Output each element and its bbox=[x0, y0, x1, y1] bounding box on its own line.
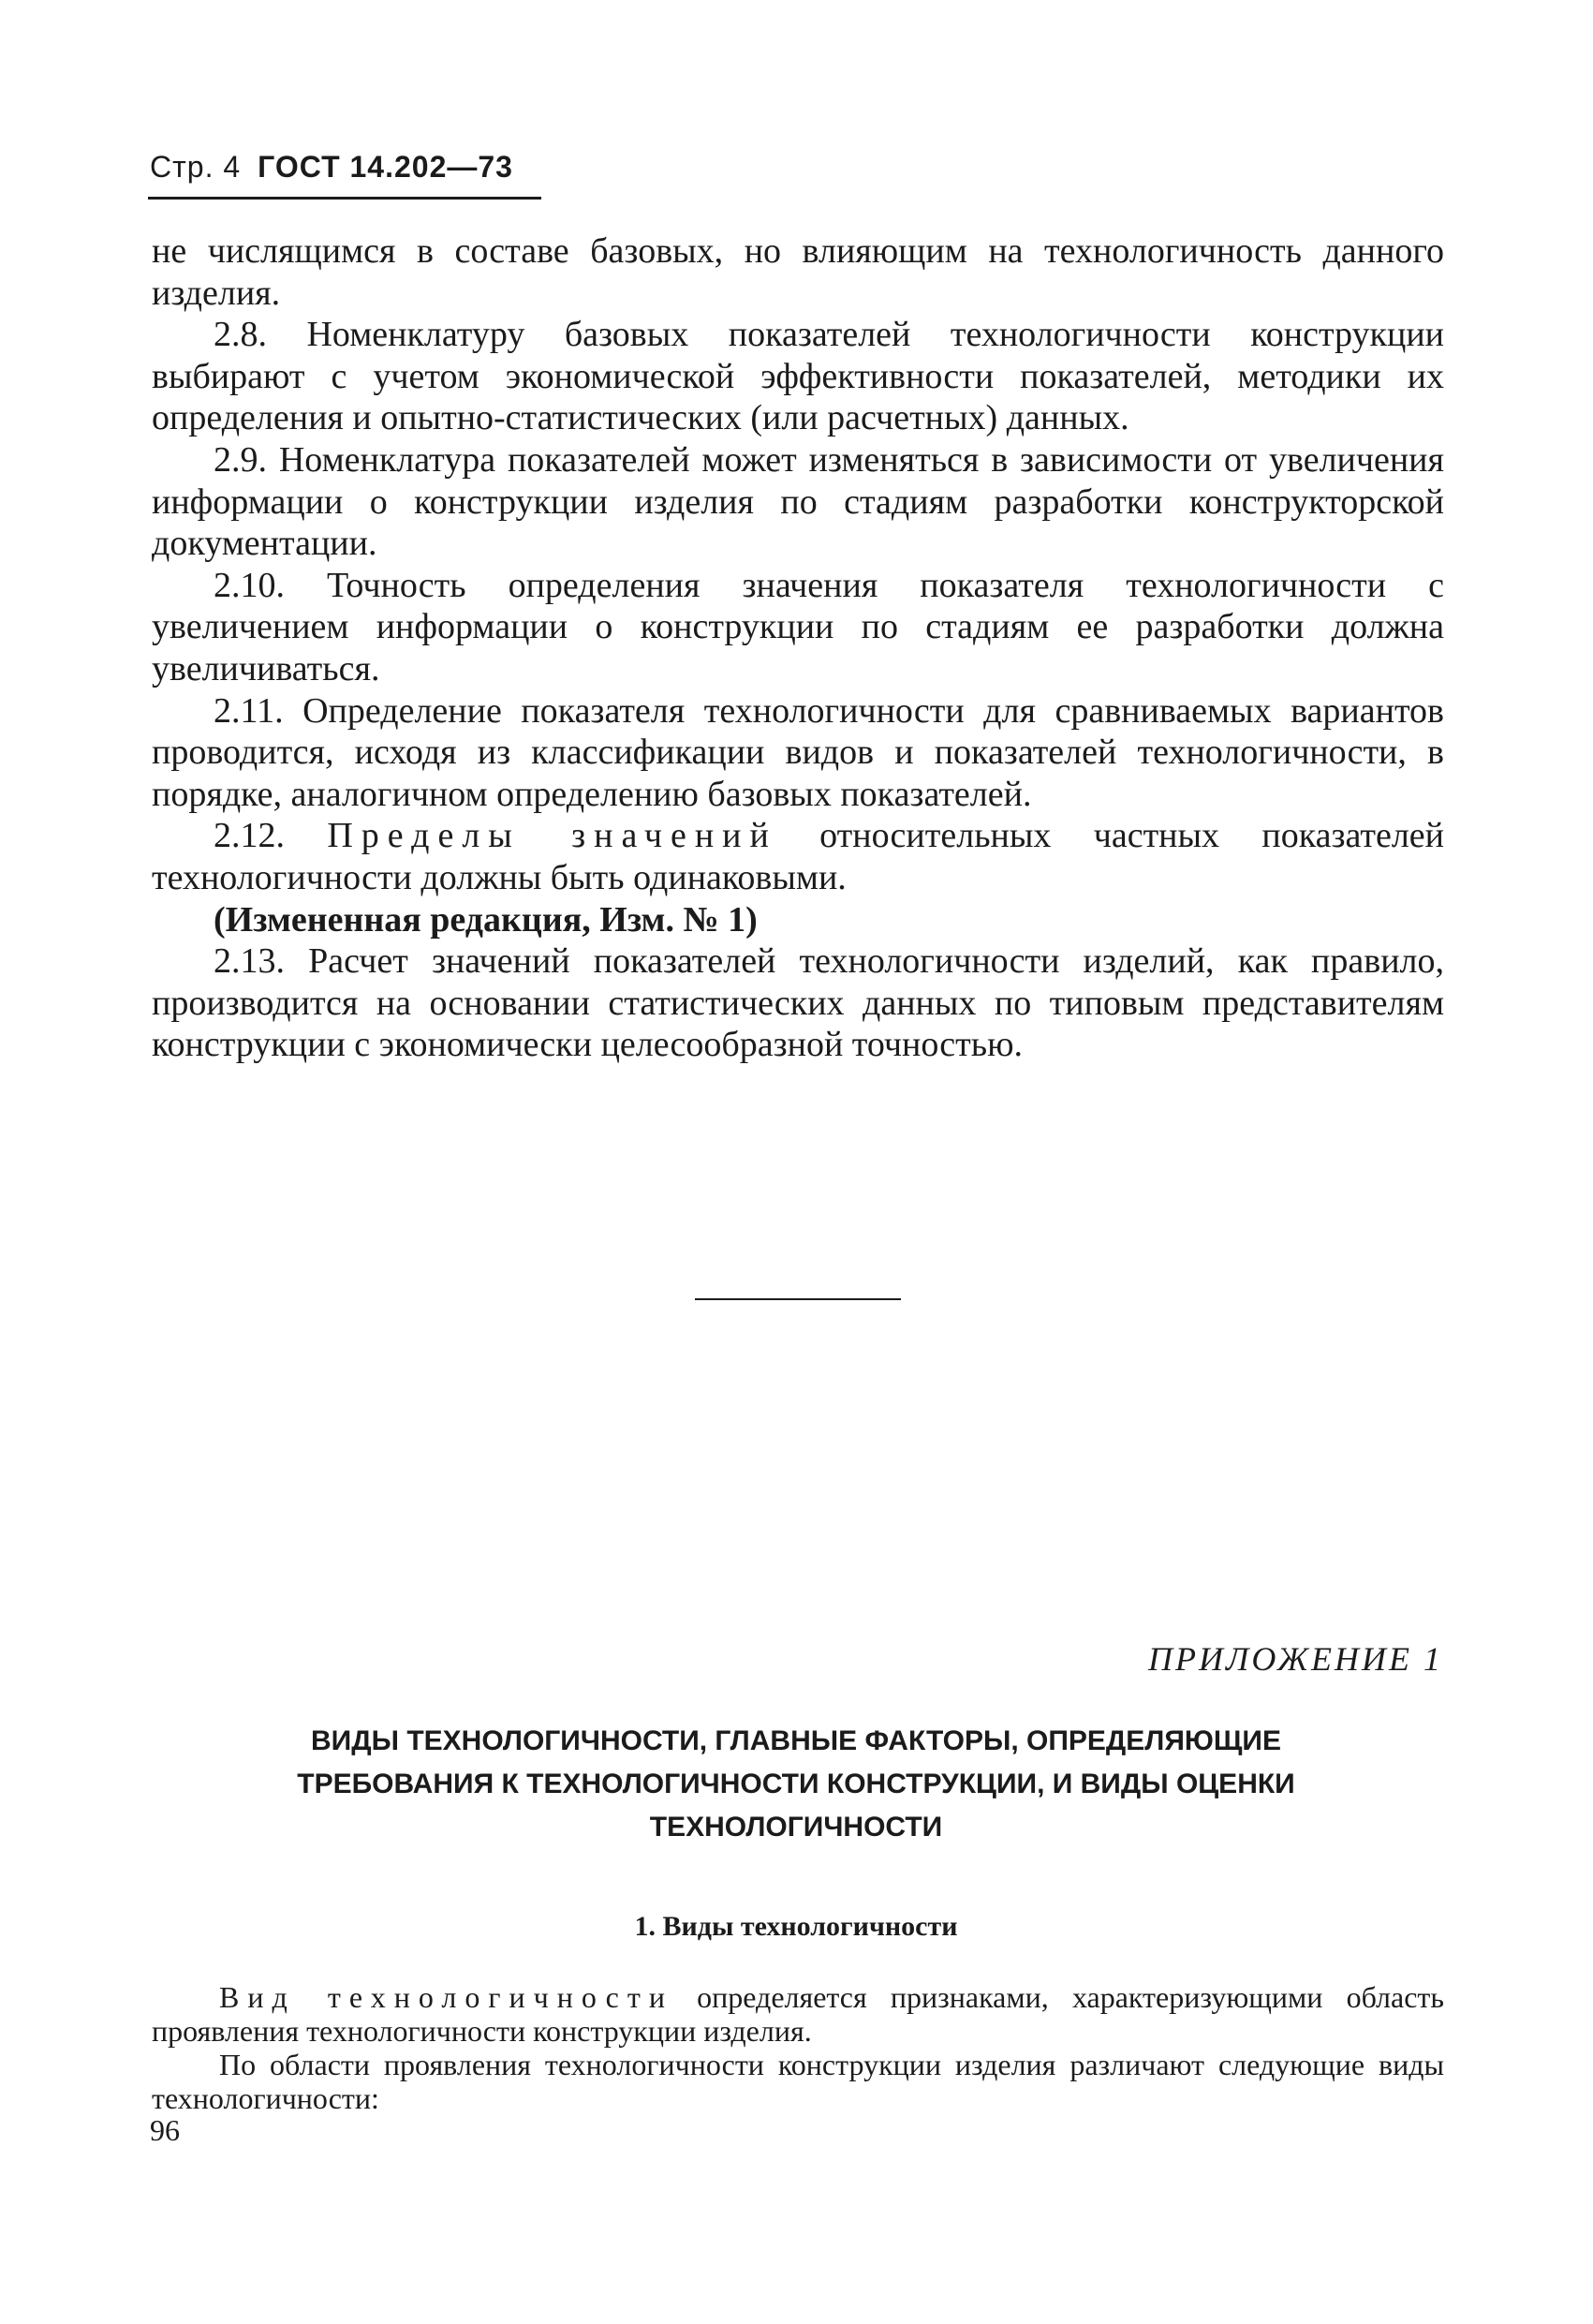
appendix-title bbox=[150, 1720, 1442, 1849]
clause-2-11: 2.11. Определение показателя технологичности для сравниваемых вариантов проводится, исходя из классификации видов и показателей технологичности, в порядке, аналогичном определению базовых показателей. bbox=[152, 690, 1444, 814]
page-prefix: Стр. 4 bbox=[150, 150, 242, 184]
clause-2-10: 2.10. Точность определения значения показателя технологичности с увеличением информации о конструкции по стадиям ее разработки должна увеличиваться. bbox=[152, 565, 1444, 688]
main-text bbox=[152, 230, 1444, 1066]
appendix-title-line-2: ТРЕБОВАНИЯ К ТЕХНОЛОГИЧНОСТИ КОНСТРУКЦИИ, И ВИДЫ ОЦЕНКИ bbox=[297, 1769, 1295, 1799]
defined-term: Вид технологичности bbox=[219, 1980, 673, 2014]
definition-paragraph bbox=[152, 1980, 1444, 2048]
types-intro-paragraph: По области проявления технологичности конструкции изделия различают следующие виды технологичности: bbox=[152, 2048, 1444, 2115]
section-title: 1. Виды технологичности bbox=[634, 1911, 958, 1942]
clause-2-12 bbox=[152, 815, 1444, 898]
clause-2-12-text: относительных частных показателей технологичности должны быть одинаковыми. bbox=[152, 816, 1444, 897]
clause-2-8: 2.8. Номенклатуру базовых показателей технологичности конструкции выбирают с учетом экономической эффективности показателей, методики их определения и опытно-статистических (или расчетных) данных. bbox=[152, 315, 1444, 438]
document-code: ГОСТ 14.202—73 bbox=[258, 150, 513, 184]
paragraph-continuation: не числящимся в составе базовых, но влияющим на технологичность данного изделия. bbox=[152, 231, 1444, 313]
appendix-title-line-3: ТЕХНОЛОГИЧНОСТИ bbox=[649, 1812, 943, 1843]
header-underline bbox=[148, 197, 541, 200]
clause-2-12-number: 2.12. bbox=[214, 816, 285, 856]
section-separator bbox=[695, 1298, 901, 1300]
clause-2-12-emphasis: Пределы значений bbox=[327, 816, 777, 856]
appendix-label: ПРИЛОЖЕНИЕ 1 bbox=[1148, 1640, 1443, 1678]
clause-2-9: 2.9. Номенклатура показателей может изменяться в зависимости от увеличения информации о конструкции изделия по стадиям разработки конструкторской документации. bbox=[152, 439, 1444, 564]
appendix-title-line-1: ВИДЫ ТЕХНОЛОГИЧНОСТИ, ГЛАВНЫЕ ФАКТОРЫ, ОПРЕДЕЛЯЮЩИЕ bbox=[311, 1725, 1281, 1756]
amendment-note: (Измененная редакция, Изм. № 1) bbox=[214, 899, 758, 940]
appendix-text bbox=[152, 1980, 1444, 2115]
definition-text: определяется признаками, характеризующими область проявления технологичности конструкции изделия. bbox=[152, 1980, 1445, 2048]
page-number: 96 bbox=[150, 2113, 180, 2147]
page-header bbox=[150, 150, 513, 185]
clause-2-13: 2.13. Расчет значений показателей технологичности изделий, как правило, производится на основании статистических данных по типовым представителям конструкции с экономически целесообразной точностью. bbox=[152, 941, 1444, 1065]
